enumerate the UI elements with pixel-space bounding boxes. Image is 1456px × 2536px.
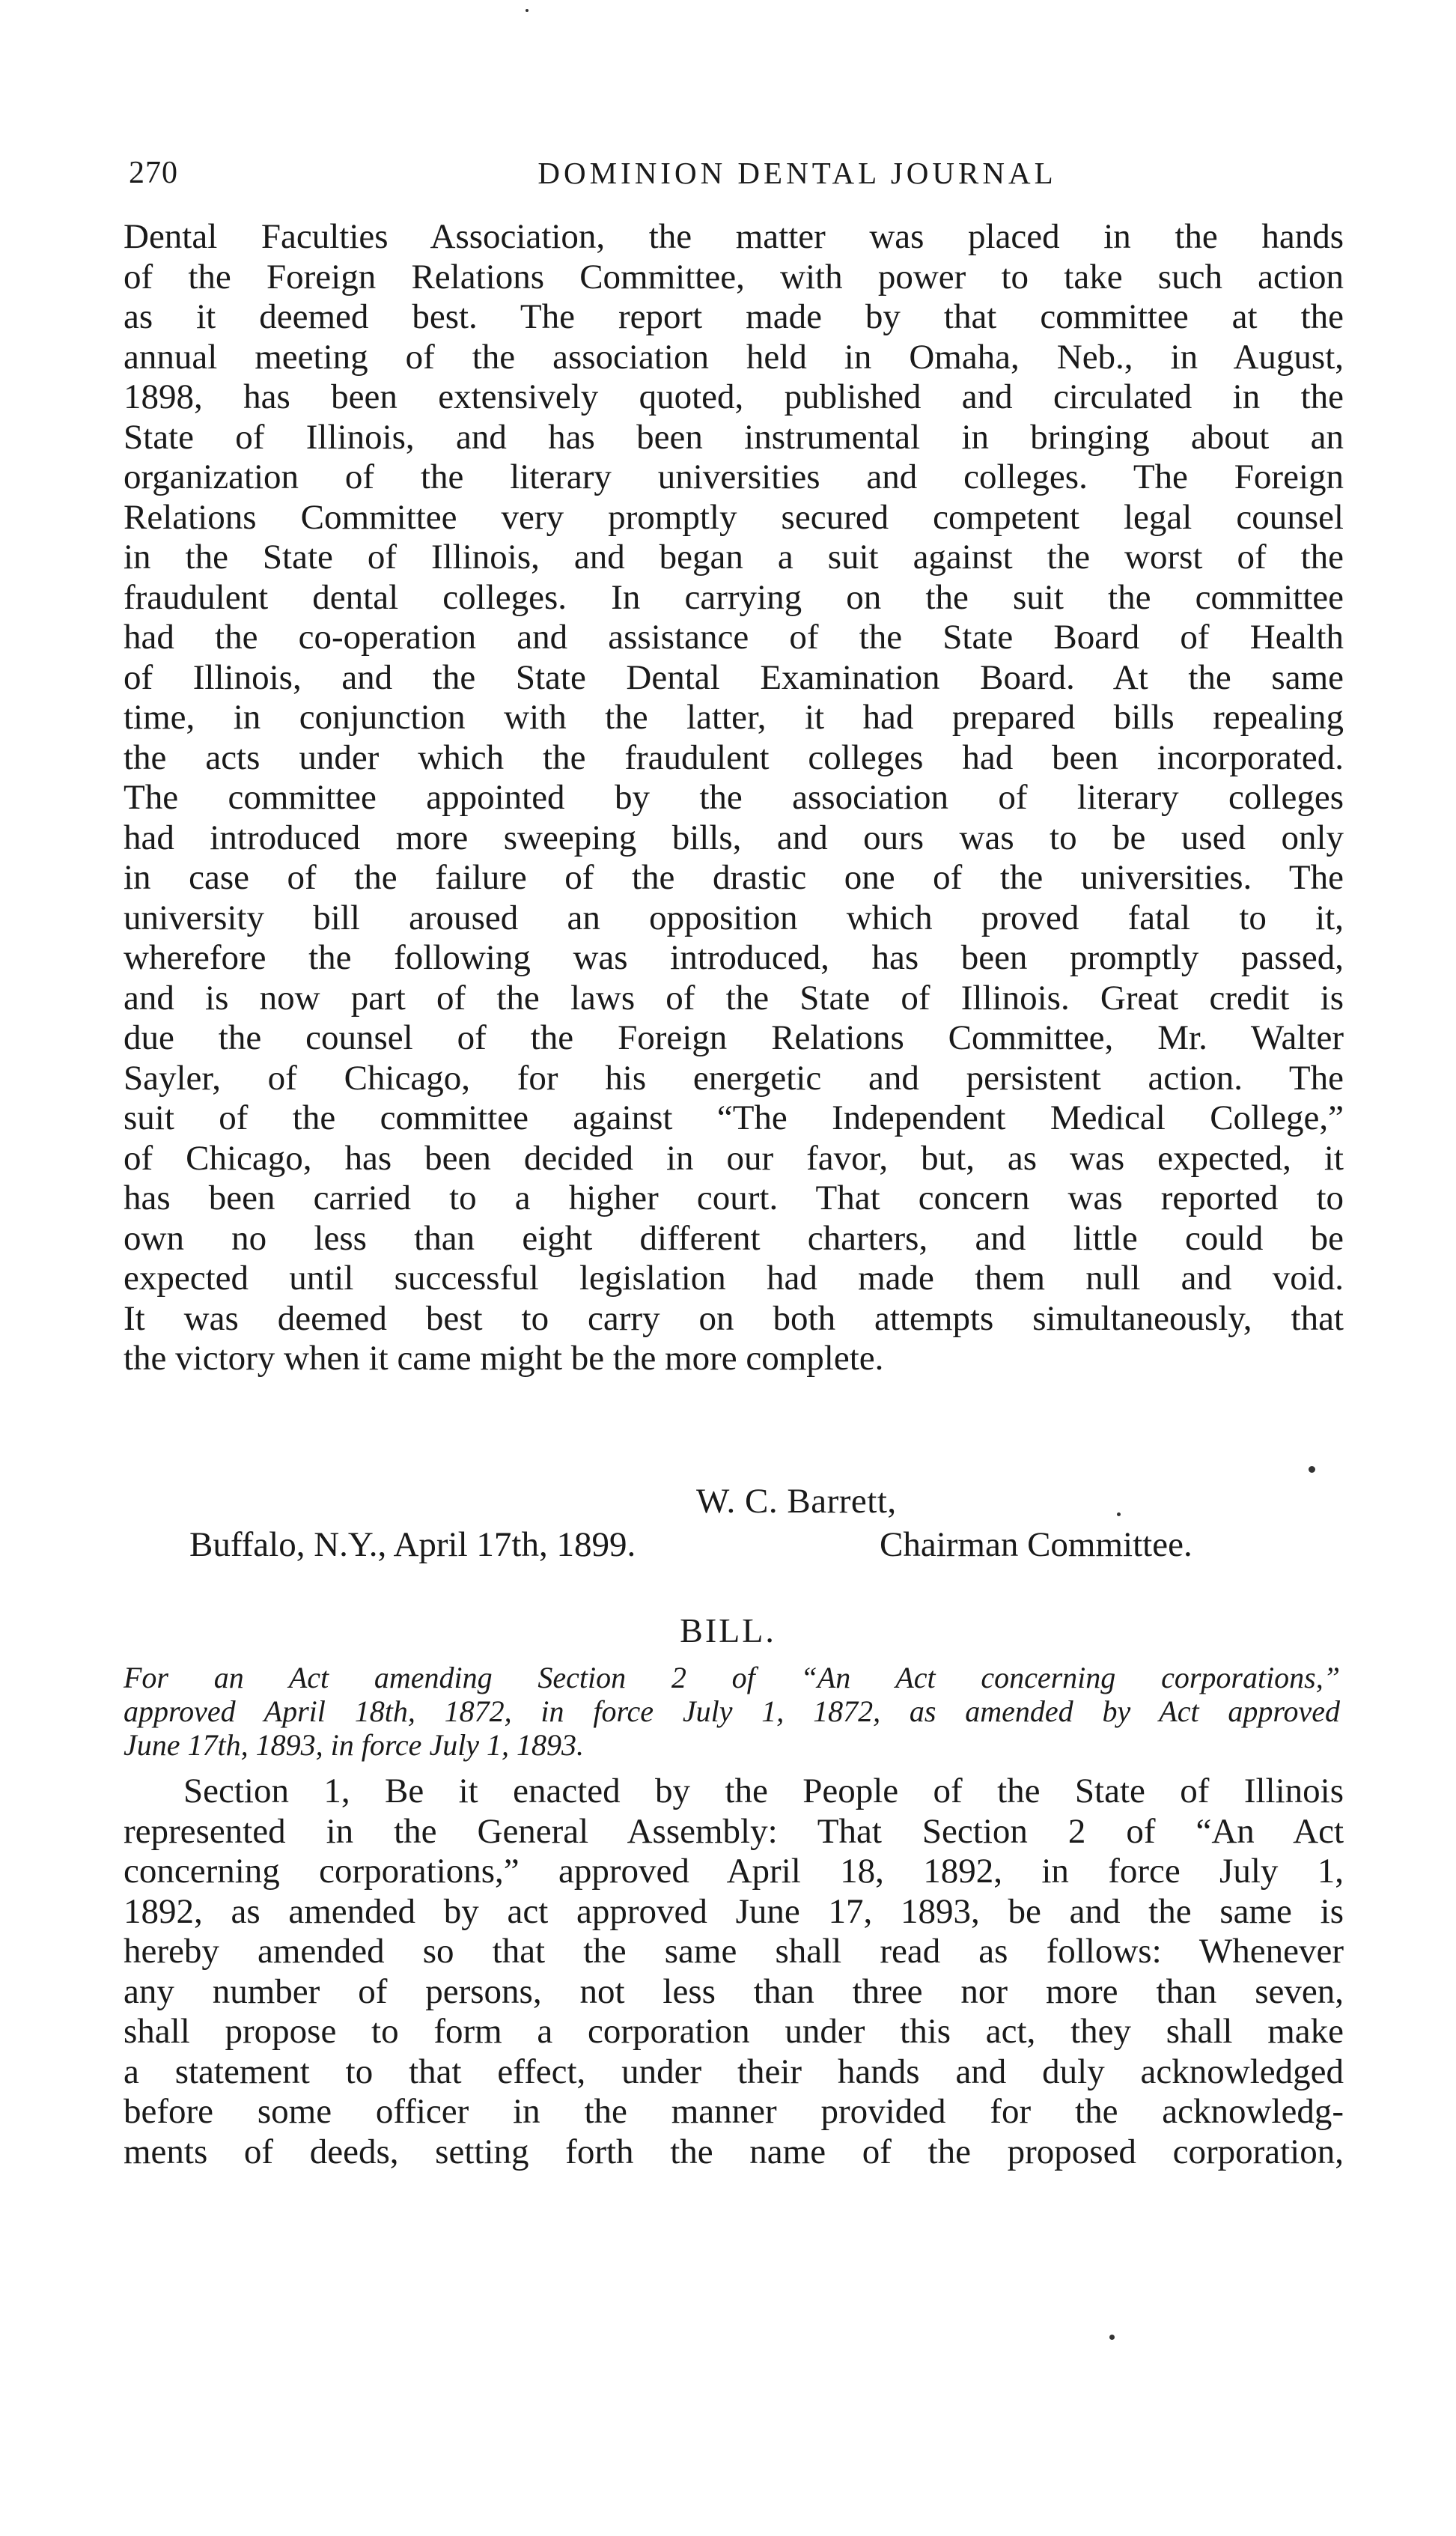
bill-title-line: June 17th, 1893, in force July 1, 1893.	[124, 1728, 585, 1762]
body-line: time, in conjunction with the latter, it had prepared bills repealing	[124, 698, 1344, 737]
body-line: own no less than eight different charters, and little could be	[124, 1218, 1344, 1258]
body-line: of Chicago, has been decided in our favor, but, as was expected, it	[124, 1138, 1344, 1178]
bill-heading: BILL.	[680, 1611, 776, 1649]
body-line: as it deemed best. The report made by that committee at the	[124, 297, 1344, 336]
page-header	[112, 147, 1340, 199]
bill-section	[124, 1772, 1344, 2172]
body-line: has been carried to a higher court. That concern was reported to	[124, 1179, 1344, 1217]
bill-title-line: approved April 18th, 1872, in force July 1, 1872, as amended by Act approved	[124, 1694, 1340, 1728]
body-line: in the State of Illinois, and began a suit against the worst of the	[124, 538, 1344, 577]
body-line: wherefore the following was introduced, has been promptly passed,	[124, 938, 1344, 977]
body-line: 1898, has been extensively quoted, published and circulated in the	[124, 377, 1344, 416]
body-line: Dental Faculties Association, the matter was placed in the hands	[124, 217, 1344, 256]
body-line: had the co-operation and assistance of the State Board of Health	[124, 618, 1344, 657]
body-line: the acts under which the fraudulent colleges had been incorporated.	[124, 738, 1344, 777]
body-line: the victory when it came might be the more complete.	[124, 1339, 884, 1378]
body-line: university bill aroused an opposition which proved fatal to it,	[124, 898, 1344, 937]
section-line: represented in the General Assembly: That Section 2 of “An Act	[124, 1811, 1344, 1851]
section-line: 1892, as amended by act approved June 17, 1893, be and the same is	[124, 1891, 1344, 1931]
body-line: Relations Committee very promptly secured competent legal counsel	[124, 497, 1344, 537]
section-line: Section 1, Be it enacted by the People of the State of Illinois	[183, 1772, 1344, 1810]
signer-title: Chairman Committee.	[880, 1525, 1192, 1564]
signature-place-date: Buffalo, N.Y., April 17th, 1899.	[189, 1525, 636, 1564]
signer-name: W. C. Barrett,	[696, 1482, 897, 1521]
body-line: State of Illinois, and has been instrumental in bringing about an	[124, 417, 1344, 457]
section-line: before some officer in the manner provided for the acknowledg-	[124, 2092, 1344, 2131]
body-line: of the Foreign Relations Committee, with power to take such action	[124, 257, 1344, 297]
bill-title-line: For an Act amending Section 2 of “An Act concerning corporations,”	[124, 1661, 1340, 1694]
section-line: shall propose to form a corporation under this act, they shall make	[124, 2012, 1344, 2051]
article-body	[124, 217, 1344, 1379]
body-line: The committee appointed by the association of literary colleges	[124, 778, 1344, 817]
body-line: and is now part of the laws of the State of Illinois. Great credit is	[124, 978, 1344, 1018]
body-line: Sayler, of Chicago, for his energetic and persistent action. The	[124, 1058, 1344, 1098]
body-line: due the counsel of the Foreign Relations Committee, Mr. Walter	[124, 1018, 1344, 1057]
body-line: organization of the literary universities and colleges. The Foreign	[124, 457, 1344, 496]
print-speck	[1309, 1466, 1315, 1473]
body-line: had introduced more sweeping bills, and ours was to be used only	[124, 818, 1344, 857]
section-line: ments of deeds, setting forth the name of the proposed corporation,	[124, 2132, 1344, 2171]
print-speck	[1117, 1512, 1121, 1516]
section-line: concerning corporations,” approved April 18, 1892, in force July 1,	[124, 1852, 1344, 1891]
print-speck	[1109, 2335, 1115, 2340]
body-line: It was deemed best to carry on both attempts simultaneously, that	[124, 1298, 1344, 1338]
running-title: DOMINION DENTAL JOURNAL	[537, 156, 1057, 190]
section-line: hereby amended so that the same shall read as follows: Whenever	[124, 1932, 1344, 1971]
section-line: a statement to that effect, under their hands and duly acknowledged	[124, 2052, 1344, 2091]
page-number: 270	[129, 156, 178, 190]
bill-title	[124, 1661, 1340, 1762]
section-line: any number of persons, not less than three nor more than seven,	[124, 1971, 1344, 2011]
body-line: in case of the failure of the drastic one of the universities. The	[124, 858, 1344, 897]
body-line: fraudulent dental colleges. In carrying on the suit the committee	[124, 577, 1344, 617]
signature-block	[124, 1481, 1344, 1571]
body-line: of Illinois, and the State Dental Examination Board. At the same	[124, 657, 1344, 697]
print-speck	[526, 9, 529, 12]
body-line: annual meeting of the association held in Omaha, Neb., in August,	[124, 337, 1344, 377]
body-line: expected until successful legislation had made them null and void.	[124, 1259, 1344, 1298]
body-line: suit of the committee against “The Independent Medical College,”	[124, 1098, 1344, 1137]
